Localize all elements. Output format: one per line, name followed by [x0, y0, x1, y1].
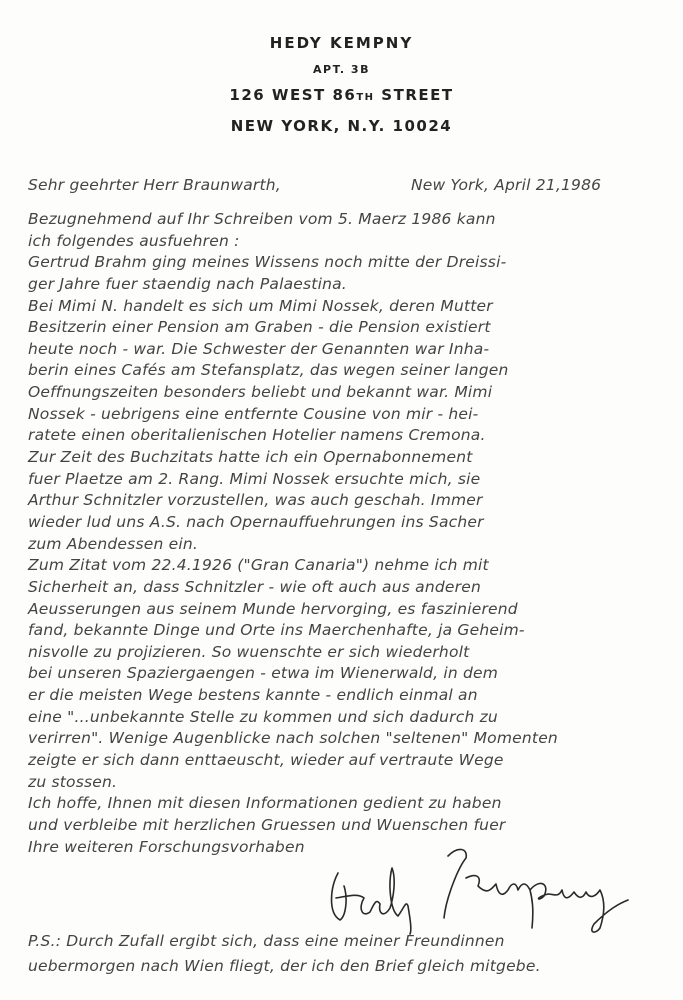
letter-body	[28, 209, 668, 858]
postscript-line: uebermorgen nach Wien fliegt, der ich den Brief gleich mitgebe.	[28, 957, 541, 975]
body-line: Sicherheit an, dass Schnitzler - wie oft auch aus anderen	[28, 577, 481, 596]
body-line: verirren". Wenige Augenblicke nach solchen "seltenen" Momenten	[28, 729, 558, 748]
body-line: zeigte er sich dann enttaeuscht, wieder auf vertraute Wege	[28, 751, 504, 770]
body-line: nisvolle zu projizieren. So wuenschte er sich wiederholt	[28, 642, 470, 661]
body-line: wieder lud uns A.S. nach Opernauffuehrungen ins Sacher	[28, 512, 484, 531]
letterhead-name: HEDY KEMPNY	[269, 34, 414, 52]
body-line: zum Abendessen ein.	[28, 534, 198, 553]
body-line: Gertrud Brahm ging meines Wissens noch mitte der Dreissi-	[28, 253, 507, 272]
body-line: Bezugnehmend auf Ihr Schreiben vom 5. Maerz 1986 kann	[28, 210, 496, 228]
letterhead-street	[0, 86, 683, 104]
postscript	[28, 929, 541, 979]
body-line: Ich hoffe, Ihnen mit diesen Informationen gedient zu haben	[28, 794, 502, 813]
street-name: STREET	[374, 86, 454, 104]
body-line: eine "...unbekannte Stelle zu kommen und sich dadurch zu	[28, 707, 498, 726]
body-line: fand, bekannte Dinge und Orte ins Maerchenhafte, ja Geheim-	[28, 621, 525, 640]
body-line: und verbleibe mit herzlichen Gruessen und Wuenschen fuer	[28, 815, 506, 834]
body-line: ger Jahre fuer staendig nach Palaestina.	[28, 274, 347, 293]
body-line: er die meisten Wege bestens kannte - endlich einmal an	[28, 686, 478, 705]
body-line: ratete einen oberitalienischen Hotelier namens Cremona.	[28, 426, 486, 445]
body-line: Zur Zeit des Buchzitats hatte ich ein Opernabonnement	[28, 448, 473, 467]
salutation: Sehr geehrter Herr Braunwarth,	[28, 176, 281, 194]
postscript-line: P.S.: Durch Zufall ergibt sich, dass eine meiner Freundinnen	[28, 932, 505, 950]
body-line: bei unseren Spaziergaengen - etwa im Wienerwald, in dem	[28, 664, 499, 683]
dateline: New York, April 21,1986	[411, 176, 602, 194]
body-line: Arthur Schnitzler vorzustellen, was auch geschah. Immer	[28, 491, 483, 510]
signature	[318, 838, 638, 938]
body-line: Besitzerin einer Pension am Graben - die Pension existiert	[28, 318, 491, 337]
letterhead-city: NEW YORK, N.Y. 10024	[230, 117, 453, 135]
body-line: Aeusserungen aus seinem Munde hervorging, es faszinierend	[28, 599, 518, 618]
street-ordinal: TH	[356, 92, 375, 103]
street-number: 126 WEST 86	[229, 86, 357, 104]
body-line: Ihre weiteren Forschungsvorhaben	[28, 837, 305, 856]
body-line: Zum Zitat vom 22.4.1926 ("Gran Canaria") nehme ich mit	[28, 556, 489, 575]
body-line: fuer Plaetze am 2. Rang. Mimi Nossek ersuchte mich, sie	[28, 469, 481, 488]
body-line: zu stossen.	[28, 772, 118, 791]
body-line: berin eines Cafés am Stefansplatz, das wegen seiner langen	[28, 361, 509, 380]
body-line: Bei Mimi N. handelt es sich um Mimi Nossek, deren Mutter	[28, 296, 493, 315]
body-line: heute noch - war. Die Schwester der Genannten war Inha-	[28, 339, 490, 358]
letterhead-apartment: APT. 3B	[313, 63, 370, 76]
body-line: Nossek - uebrigens eine entfernte Cousine von mir - hei-	[28, 404, 479, 423]
body-line: Oeffnungszeiten besonders beliebt und bekannt war. Mimi	[28, 383, 493, 402]
body-line: ich folgendes ausfuehren :	[28, 231, 240, 250]
